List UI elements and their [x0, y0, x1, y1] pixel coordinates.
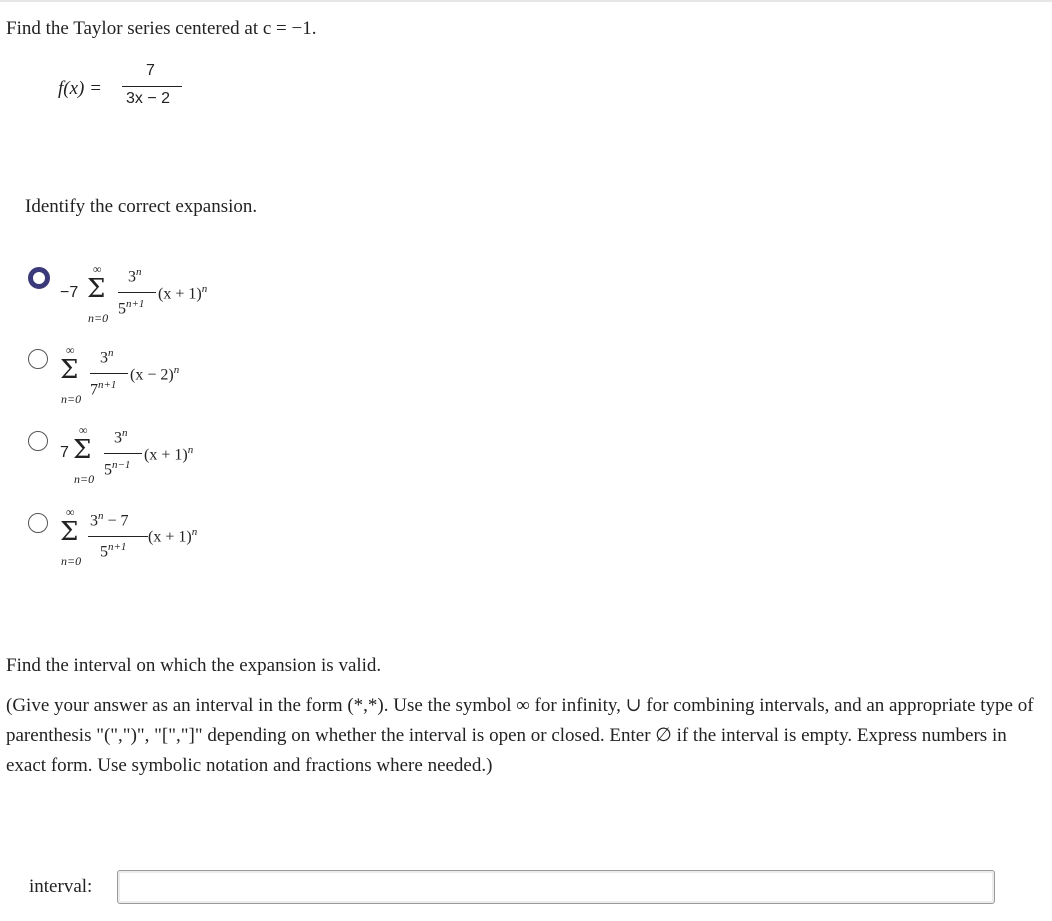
radio-option-3[interactable]: [28, 431, 48, 451]
option-4-sum-lower: n=0: [61, 554, 82, 568]
function-lhs: f(x) =: [58, 78, 102, 99]
interval-input[interactable]: [117, 870, 995, 904]
option-2-sum-lower: n=0: [61, 392, 82, 406]
option-4-denominator: 5: [100, 543, 108, 561]
option-2-factor-exp: n: [173, 364, 180, 376]
option-3-fraction-bar: [104, 453, 142, 454]
option-2-sum-upper: ∞: [66, 343, 75, 357]
option-2-denominator-exp: n+1: [98, 379, 117, 391]
interval-prompt: Find the interval on which the expansion is valid.: [6, 655, 382, 676]
option-4-sum-upper: ∞: [66, 505, 75, 519]
radio-option-4[interactable]: [28, 513, 48, 533]
option-1-numerator-exp: n: [136, 266, 142, 278]
option-4-numerator-exp: n: [98, 510, 104, 522]
option-3-denominator: 5: [104, 461, 112, 479]
option-1-fraction-bar: [118, 292, 156, 293]
function-numerator: 7: [146, 62, 155, 79]
option-2-sigma-icon: Σ: [60, 355, 79, 385]
option-1-numerator: 3: [128, 268, 136, 286]
option-4-factor-exp: n: [191, 526, 198, 538]
expansion-prompt: Identify the correct expansion.: [25, 196, 258, 217]
option-4-sigma-icon: Σ: [60, 517, 79, 547]
option-3-sum-upper: ∞: [79, 423, 88, 437]
option-2-numerator-exp: n: [108, 347, 114, 359]
option-3-factor: (x + 1): [144, 446, 188, 464]
radio-option-1[interactable]: [28, 267, 50, 289]
option-1-denominator: 5: [118, 300, 126, 318]
top-divider: [0, 0, 1052, 2]
option-2-factor: (x − 2): [130, 366, 174, 384]
option-3-numerator: 3: [114, 429, 122, 447]
radio-option-2[interactable]: [28, 349, 48, 369]
option-1-factor: (x + 1): [158, 285, 202, 303]
option-1-coefficient: −7: [60, 284, 79, 301]
option-3-sigma-icon: Σ: [73, 435, 92, 465]
function-denominator: 3x − 2: [126, 90, 171, 107]
interval-label: interval:: [29, 876, 93, 897]
option-3-denominator-exp: n−1: [112, 459, 131, 471]
option-3-factor-exp: n: [187, 444, 194, 456]
option-4-factor: (x + 1): [148, 528, 192, 546]
option-2-fraction-bar: [90, 373, 128, 374]
question-prompt: Find the Taylor series centered at c = −1.: [6, 18, 317, 39]
option-3-coefficient: 7: [60, 444, 69, 461]
option-4-denominator-exp: n+1: [108, 541, 127, 553]
option-4-numerator-tail: − 7: [103, 512, 129, 530]
option-4-numerator: 3: [90, 512, 98, 530]
interval-instructions: (Give your answer as an interval in the form (*,*). Use the symbol ∞ for infinity, ∪ for combining intervals, and an appropriate type of parenthesis "(",")", "[","]" depending on whether the interval is open or closed. Enter ∅ if the interval is empty. Express numbers in exact form. Use symbolic notation and fractions where needed.): [6, 695, 1034, 776]
option-1-sum-upper: ∞: [93, 262, 102, 276]
option-1-factor-exp: n: [201, 283, 208, 295]
option-2-numerator: 3: [100, 349, 108, 367]
option-1-sigma-icon: Σ: [87, 274, 106, 304]
option-3-numerator-exp: n: [122, 427, 128, 439]
option-1-denominator-exp: n+1: [126, 298, 145, 310]
function-fraction-bar: [122, 86, 182, 87]
option-2-denominator: 7: [90, 381, 98, 399]
option-4-fraction-bar: [88, 536, 148, 537]
option-1-sum-lower: n=0: [88, 311, 109, 325]
option-3-sum-lower: n=0: [74, 472, 95, 486]
